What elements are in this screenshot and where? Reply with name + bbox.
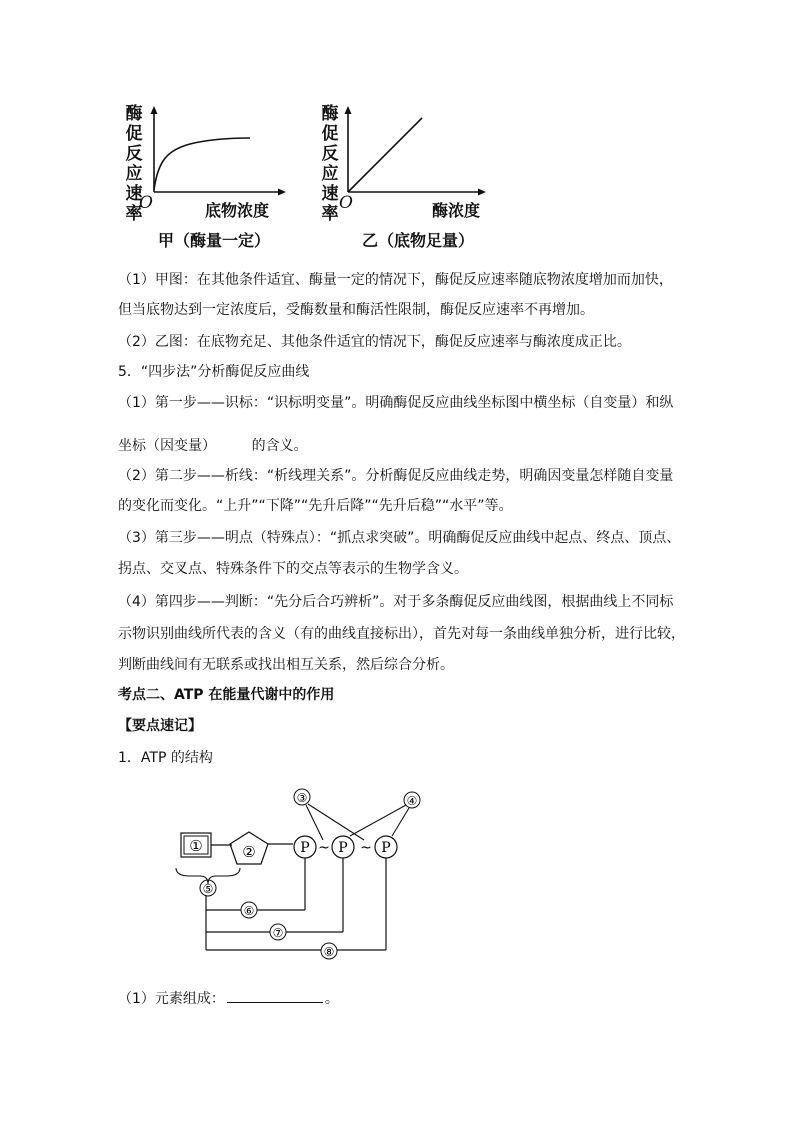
ylabel-char: 应 bbox=[321, 164, 339, 184]
p-label: P bbox=[338, 840, 348, 856]
heading-5: 5．“四步法”分析酶促反应曲线 bbox=[118, 364, 310, 380]
ylabel-char: 率 bbox=[125, 204, 143, 224]
graph-jia-caption: 甲（酶量一定） bbox=[158, 231, 271, 250]
step1-b: 坐标（因变量） 的含义。 bbox=[118, 438, 308, 454]
step2-a: （2）第二步——析线：“析线理关系”。分析酶促反应曲线走势，明确因变量怎样随自变量 bbox=[118, 468, 674, 484]
ylabel-char: 应 bbox=[125, 164, 143, 184]
ylabel-char: 反 bbox=[125, 144, 143, 164]
para-1b: 但当底物达到一定浓度后，受酶数量和酶活性限制，酶促反应速率不再增加。 bbox=[118, 302, 594, 318]
graph-yi-caption: 乙（底物足量） bbox=[362, 231, 475, 250]
high-energy-bond-2: ~ bbox=[360, 840, 372, 856]
atp-structure-diagram bbox=[160, 780, 440, 970]
label-5: ⑤ bbox=[202, 882, 214, 896]
para-1a: （1）甲图：在其他条件适宜、酶量一定的情况下，酶促反应速率随底物浓度增加而加快， bbox=[118, 272, 673, 288]
ylabel-char: 酶 bbox=[125, 104, 143, 124]
question-suffix: 。 bbox=[324, 991, 339, 1007]
p-label: P bbox=[300, 840, 310, 856]
graph-jia-xlabel: 底物浓度 bbox=[205, 201, 270, 220]
label-7: ⑦ bbox=[272, 926, 284, 940]
question-prefix: （1）元素组成： bbox=[118, 991, 225, 1007]
ylabel-char: 酶 bbox=[321, 104, 339, 124]
section-yaodian: 【要点速记】 bbox=[118, 718, 202, 734]
label-3: ③ bbox=[296, 791, 308, 805]
step3-a: （3）第三步——明点（特殊点）：“抓点求突破”。明确酶促反应曲线中起点、终点、顶点、 bbox=[118, 530, 681, 546]
step1-a: （1）第一步——识标：“识标明变量”。明确酶促反应曲线坐标图中横坐标（自变量）和纵 bbox=[118, 395, 674, 411]
graph-yi-xlabel: 酶浓度 bbox=[432, 201, 481, 220]
graph-yi-plot bbox=[334, 104, 494, 204]
label-8: ⑧ bbox=[323, 945, 335, 959]
ylabel-char: 反 bbox=[321, 144, 339, 164]
p-label: P bbox=[381, 840, 391, 856]
label-4: ④ bbox=[406, 794, 418, 808]
label-2: ② bbox=[242, 843, 256, 861]
step2-b: 的变化而变化。“上升”“下降”“先升后降”“先升后稳”“水平”等。 bbox=[118, 498, 513, 514]
graph-jia-plot bbox=[140, 104, 290, 204]
high-energy-bond-1: ~ bbox=[318, 840, 330, 856]
question-element-composition bbox=[118, 988, 339, 1009]
step4-c: 判断曲线间有无联系或找出相互关系，然后综合分析。 bbox=[118, 657, 454, 673]
ylabel-char: 速 bbox=[125, 184, 143, 204]
section-kaodian2: 考点二、ATP 在能量代谢中的作用 bbox=[118, 687, 335, 703]
step4-a: （4）第四步——判断：“先分后合巧辨析”。对于多条酶促反应曲线图，根据曲线上不同标 bbox=[118, 594, 674, 610]
graph-jia-origin: O bbox=[139, 193, 153, 213]
atp-structure-heading: 1．ATP 的结构 bbox=[118, 750, 213, 766]
ylabel-char: 促 bbox=[125, 124, 143, 144]
label-1: ① bbox=[189, 837, 203, 855]
ylabel-char: 速 bbox=[321, 184, 339, 204]
ylabel-char: 率 bbox=[321, 204, 339, 224]
para-2: （2）乙图：在底物充足、其他条件适宜的情况下，酶促反应速率与酶浓度成正比。 bbox=[118, 334, 631, 350]
answer-blank[interactable] bbox=[227, 988, 323, 1003]
label-6: ⑥ bbox=[243, 904, 255, 918]
step4-b: 示物识别曲线所代表的含义（有的曲线直接标出），首先对每一条曲线单独分析，进行比较， bbox=[118, 626, 685, 642]
step3-b: 拐点、交叉点、特殊条件下的交点等表示的生物学含义。 bbox=[118, 561, 468, 577]
graph-yi-origin: O bbox=[339, 193, 353, 213]
ylabel-char: 促 bbox=[321, 124, 339, 144]
